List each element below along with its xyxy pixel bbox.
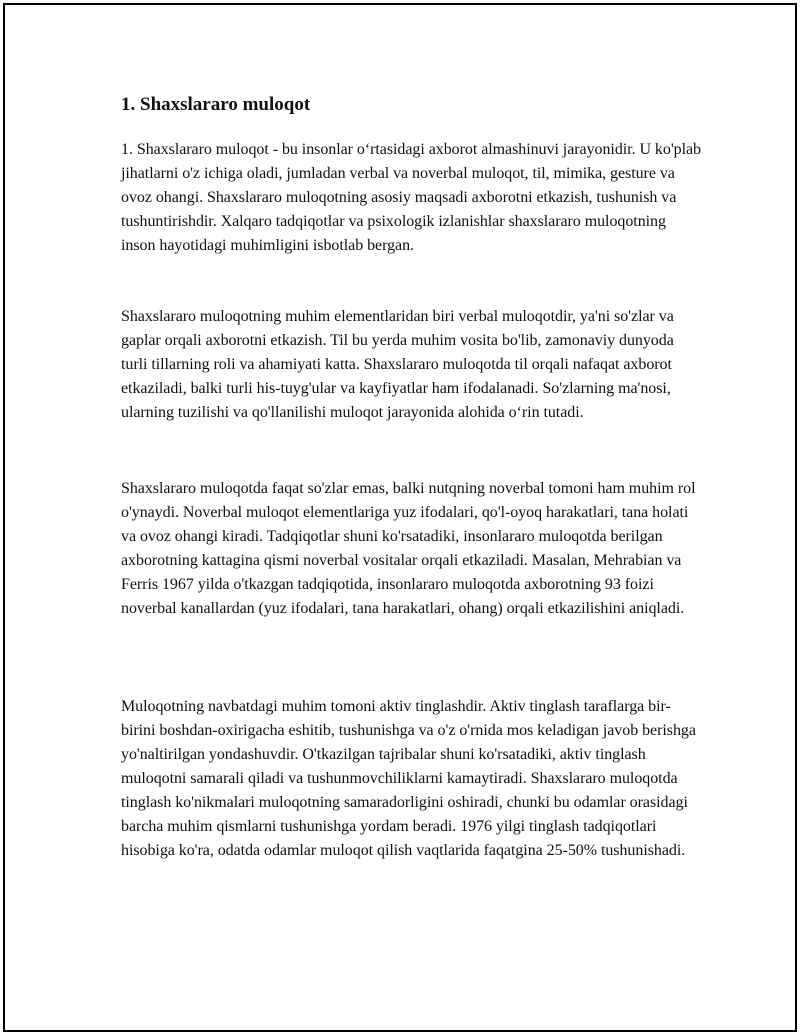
paragraph-verbal-communication: Shaxslararo muloqotning muhim elementlaridan biri verbal muloqotdir, ya'ni so'zlar va gaplar orqali axborotni etkazish. Til bu yerda muhim vosita bo'lib, zamonaviy dunyoda turli tillarning roli va ahamiyati katta. Shaxslararo muloqotda til orqali nafaqat axborot etkaziladi, balki turli his-tuyg'ular va kayfiyatlar ham ifodalanadi. So'zlarning ma'nosi, ularning tuzilishi va qo'llanilishi muloqot jarayonida alohida o‘rin tutadi. bbox=[121, 308, 674, 421]
document-body bbox=[121, 93, 701, 859]
document-page bbox=[3, 3, 797, 1032]
paragraph-nonverbal-communication: Shaxslararo muloqotda faqat so'zlar emas, balki nutqning noverbal tomoni ham muhim rol o'ynaydi. Noverbal muloqot elementlariga yuz ifodalari, qo'l-oyoq harakatlari, tana holati va ovoz ohangi kiradi. Tadqiqotlar shuni ko'rsatadiki, insonlararo muloqotda berilgan axborotning kattagina qismi noverbal vositalar orqali etkaziladi. Masalan, Mehrabian va Ferris 1967 yilda o'tkazgan tadqiqotida, insonlararo muloqotda axborotning 93 foizi noverbal kanallardan (yuz ifodalari, tana harakatlari, ohang) orqali etkazilishini aniqladi. bbox=[121, 480, 696, 617]
paragraph-active-listening: Muloqotning navbatdagi muhim tomoni aktiv tinglashdir. Aktiv tinglash taraflarga bir-birini boshdan-oxirigacha eshitib, tushunishga va o'z o'rnida mos keladigan javob berishga yo'naltirilgan yondashuvdir. O'tkazilgan tajribalar shuni ko'rsatadiki, aktiv tinglash muloqotni samarali qiladi va tushunmovchiliklarni kamaytiradi. Shaxslararo muloqotda tinglash ko'nikmalari muloqotning samaradorligini oshiradi, chunki bu odamlar orasidagi barcha muhim qismlarni tushunishga yordam beradi. 1976 yilgi tinglash tadqiqotlari hisobiga ko'ra, odatda odamlar muloqot qilish vaqtlarida faqatgina 25-50% tushunishadi. bbox=[121, 698, 696, 859]
paragraph-introduction: 1. Shaxslararo muloqot - bu insonlar o‘rtasidagi axborot almashinuvi jarayonidir. U ko'plab jihatlarni o'z ichiga oladi, jumladan verbal va noverbal muloqot, til, mimika, gesture va ovoz ohangi. Shaxslararo muloqotning asosiy maqsadi axborotni etkazish, tushunish va tushuntirishdir. Xalqaro tadqiqotlar va psixologik izlanishlar shaxslararo muloqotning inson hayotidagi muhimligini isbotlab bergan. bbox=[121, 141, 701, 254]
section-heading: 1. Shaxslararo muloqot bbox=[121, 94, 311, 115]
